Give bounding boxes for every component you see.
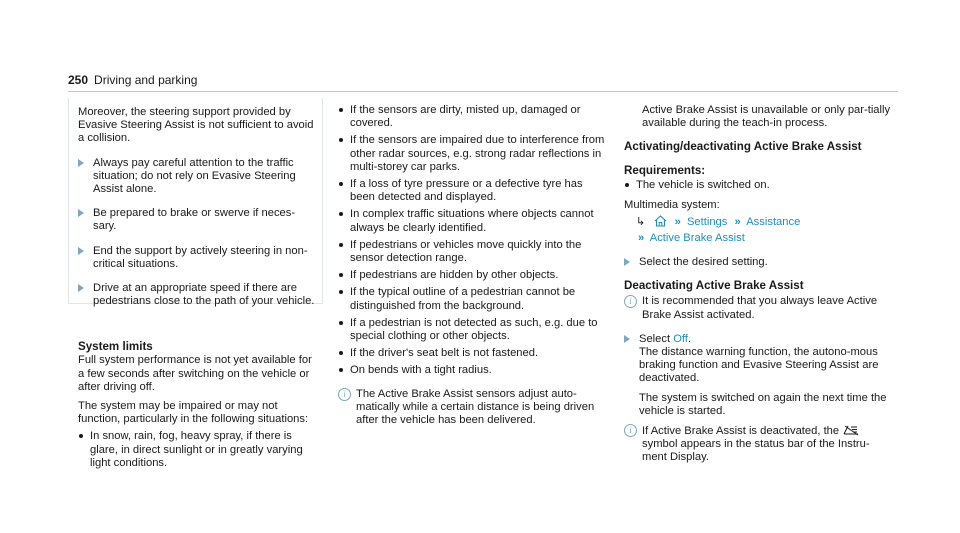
bullet-icon xyxy=(339,368,343,372)
list-item-text: If a pedestrian is not detected as such, e.g. due to special clothing or other objects. xyxy=(350,316,598,343)
list-item xyxy=(338,269,608,282)
section-title: Driving and parking xyxy=(94,73,198,87)
off-result-paragraph: The distance warning function, the autono-mous braking function and Evasive Steering Assist are deactivated. xyxy=(639,346,879,385)
instruction-step xyxy=(624,333,894,418)
list-item xyxy=(338,286,608,312)
instruction-step xyxy=(78,282,318,308)
chevron-right-icon: » xyxy=(674,215,681,228)
list-item xyxy=(338,134,608,174)
step-text: Select xyxy=(639,332,674,345)
note-text: The Active Brake Assist sensors adjust auto-matically while a certain distance is being driven after the vehicle has been delivered. xyxy=(356,387,595,427)
note-text: symbol appears in the status bar of the Instru-ment Display. xyxy=(642,438,870,464)
list-item-text: If the driver's seat belt is not fastened. xyxy=(350,347,539,360)
bullet-icon xyxy=(625,183,629,187)
deactivating-heading: Deactivating Active Brake Assist xyxy=(624,279,804,293)
menu-path xyxy=(624,232,894,245)
page-number: 250 xyxy=(68,73,89,87)
list-item xyxy=(338,208,608,234)
list-item-text: If the typical outline of a pedestrian cannot be distinguished from the background. xyxy=(350,286,576,312)
list-item-text: If the sensors are impaired due to interference from other radar sources, e.g. strong radar reflections in multi-storey car parks. xyxy=(350,134,605,173)
step-text: End the support by actively steering in non-critical situations. xyxy=(93,244,308,270)
info-note xyxy=(624,424,894,465)
bullet-icon xyxy=(339,212,343,216)
step-arrow-icon xyxy=(78,209,84,217)
info-icon: i xyxy=(338,388,351,401)
menu-path xyxy=(624,215,894,229)
path-assistance-link[interactable]: Assistance xyxy=(746,215,801,228)
step-text: . xyxy=(687,332,692,345)
step-text: Select the desired setting. xyxy=(639,256,768,269)
list-item-text: In complex traffic situations where objects cannot always be clearly identified. xyxy=(350,208,594,234)
list-item-text: In snow, rain, fog, heavy spray, if there is glare, in direct sunlight or in greatly varying light conditions. xyxy=(90,430,303,469)
list-item xyxy=(338,347,608,360)
bullet-icon xyxy=(79,434,83,438)
note-continuation: Active Brake Assist is unavailable or only par-tially available during the teach-in process. xyxy=(642,104,891,130)
step-text: Be prepared to brake or swerve if neces-sary. xyxy=(93,207,296,233)
list-item xyxy=(338,104,608,130)
instruction-step xyxy=(78,245,318,271)
note-text: If Active Brake Assist is deactivated, the xyxy=(642,425,840,438)
home-icon xyxy=(654,215,667,227)
step-arrow-icon xyxy=(624,258,630,266)
list-item xyxy=(78,430,318,470)
step-arrow-icon xyxy=(78,284,84,292)
bullet-icon xyxy=(339,243,343,247)
bullet-icon xyxy=(339,138,343,142)
bullet-icon xyxy=(339,351,343,355)
list-item xyxy=(338,317,608,343)
instruction-step xyxy=(624,256,894,269)
step-text: Always pay careful attention to the traffic situation; do not rely on Evasive Steering Assist alone. xyxy=(93,156,296,196)
bullet-icon xyxy=(339,290,343,294)
step-text: Drive at an appropriate speed if there are pedestrians close to the path of your vehicle. xyxy=(93,282,315,308)
system-limits-paragraph: The system may be impaired or may not function, particularly in the following situations: xyxy=(78,400,309,426)
list-item-text: If a loss of tyre pressure or a defective tyre has been detected and displayed. xyxy=(350,178,583,204)
active-brake-assist-off-icon xyxy=(842,424,860,436)
path-active-brake-assist-link[interactable]: Active Brake Assist xyxy=(649,232,745,245)
note-text: It is recommended that you always leave Active Brake Assist activated. xyxy=(642,295,878,321)
activating-heading: Activating/deactivating Active Brake Assist xyxy=(624,140,862,154)
instruction-step xyxy=(78,157,318,197)
multimedia-label: Multimedia system: xyxy=(624,198,720,211)
list-item-text: If pedestrians or vehicles move quickly into the sensor detection range. xyxy=(350,238,582,265)
enter-arrow-icon: ↳ xyxy=(636,215,646,228)
info-icon: i xyxy=(624,424,637,437)
header-divider xyxy=(68,91,898,92)
step-arrow-icon xyxy=(624,335,630,343)
system-limits-heading: System limits xyxy=(78,340,153,354)
info-note xyxy=(624,295,894,321)
system-limits-paragraph: Full system performance is not yet available for a few seconds after switching on the vehicle or after driving off. xyxy=(78,354,312,393)
info-note xyxy=(338,388,608,428)
column-3 xyxy=(624,104,894,465)
list-item xyxy=(624,179,894,192)
step-arrow-icon xyxy=(78,159,84,167)
list-item xyxy=(338,239,608,265)
list-item-text: If the sensors are dirty, misted up, damaged or covered. xyxy=(350,104,581,130)
info-icon: i xyxy=(624,295,637,308)
off-result-paragraph: The system is switched on again the next time the vehicle is started. xyxy=(639,391,887,417)
bullet-icon xyxy=(339,321,343,325)
requirements-heading: Requirements: xyxy=(624,164,706,178)
list-item-text: The vehicle is switched on. xyxy=(636,179,770,192)
chevron-right-icon: » xyxy=(734,215,741,228)
page-header xyxy=(68,73,197,87)
intro-paragraph: Moreover, the steering support provided by Evasive Steering Assist is not sufficient to avoid a collision. xyxy=(78,106,314,145)
instruction-step xyxy=(78,207,318,233)
off-option-link[interactable]: Off xyxy=(673,332,688,345)
path-settings-link[interactable]: Settings xyxy=(686,215,728,228)
bullet-icon xyxy=(339,182,343,186)
column-1 xyxy=(78,106,318,470)
chevron-right-icon: » xyxy=(638,232,645,245)
bullet-icon xyxy=(339,108,343,112)
list-item xyxy=(338,364,608,377)
step-arrow-icon xyxy=(78,247,84,255)
column-2 xyxy=(338,104,608,427)
list-item-text: If pedestrians are hidden by other objects. xyxy=(350,269,559,282)
list-item-text: On bends with a tight radius. xyxy=(350,364,492,377)
bullet-icon xyxy=(339,273,343,277)
list-item xyxy=(338,178,608,204)
